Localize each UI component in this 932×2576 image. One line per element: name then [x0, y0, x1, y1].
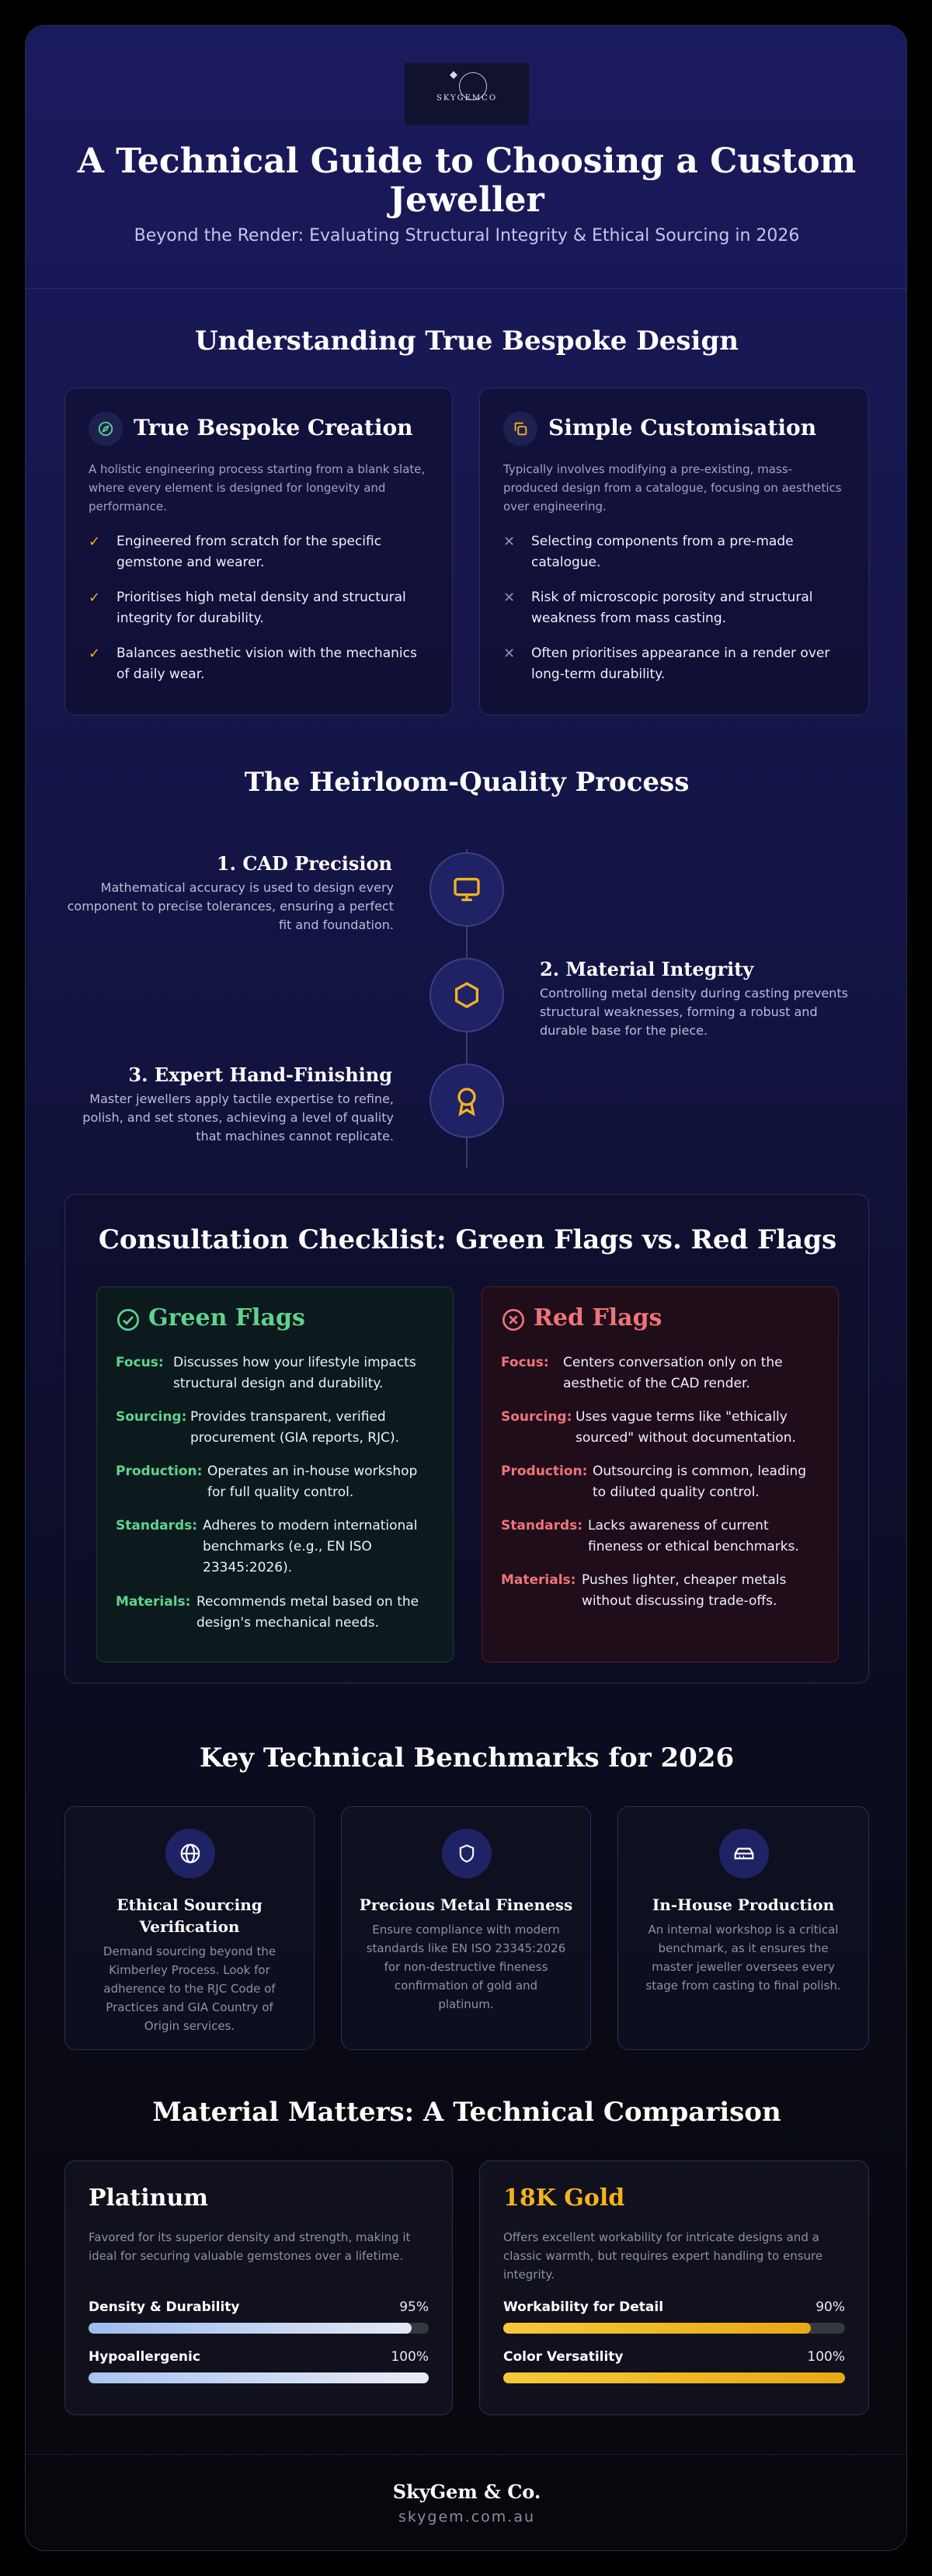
section-title-process: The Heirloom-Quality Process: [244, 767, 690, 798]
divider: [26, 2454, 907, 2455]
material-title: Platinum: [89, 2184, 209, 2212]
panel-title: Red Flags: [534, 1304, 662, 1332]
footer-url[interactable]: skygem.com.au: [398, 2508, 536, 2526]
bar-label: Hypoallergenic: [89, 2349, 200, 2365]
list-item: ✕ Selecting components from a pre-made catalogue.: [503, 531, 845, 573]
flag-row: Production: Operates an in-house workshop for full quality control.: [116, 1464, 418, 1500]
progress-fill: [89, 2372, 429, 2383]
benchmark-card: [617, 1806, 869, 2050]
list-item: ✓ Engineered from scratch for the specific gemstone and wearer.: [89, 531, 429, 573]
benchmark-text: An internal workshop is a critical benchmark, as it ensures the master jeweller oversees every stage from casting to final polish.: [645, 1923, 841, 1993]
x-icon: ✕: [503, 534, 516, 550]
benchmark-title: In-House Production: [652, 1895, 835, 1914]
bar-label: Color Versatility: [503, 2349, 624, 2365]
workshop-icon: [719, 1829, 769, 1878]
bar-value: 95%: [399, 2299, 429, 2315]
progress-track: [89, 2372, 429, 2383]
flag-row: Sourcing: Provides transparent, verified procurement (GIA reports, RJC).: [116, 1409, 400, 1446]
bar-value: 100%: [807, 2349, 845, 2365]
benchmark-title: Precious Metal Fineness: [359, 1895, 573, 1914]
progress-track: [503, 2323, 845, 2334]
section-title-materials: Material Matters: A Technical Comparison: [152, 2097, 781, 2128]
benchmark-title: Ethical Sourcing Verification: [116, 1895, 263, 1936]
progress-fill: [503, 2372, 845, 2383]
brand-logo: [405, 63, 529, 125]
globe-icon: [165, 1829, 215, 1878]
material-description: Offers excellent workability for intricate designs and a classic warmth, but requires expert handling to ensure integrity.: [503, 2230, 823, 2282]
benchmark-text: Ensure compliance with modern standards like EN ISO 23345:2026 for non-destructive fineness confirmation of gold and platinum.: [366, 1923, 566, 2011]
check-icon: ✓: [89, 534, 101, 550]
checklist-panel: [64, 1194, 869, 1683]
flag-row: Production: Outsourcing is common, leading to diluted quality control.: [501, 1464, 807, 1500]
flag-row: Sourcing: Uses vague terms like "ethically sourced" without documentation.: [501, 1409, 796, 1446]
footer-brand: SkyGem & Co.: [392, 2480, 541, 2503]
infographic: [25, 25, 907, 2551]
page-title: A Technical Guide to Choosing a Custom Jeweller: [77, 141, 857, 220]
section-title-checklist: Consultation Checklist: Green Flags vs. Red Flags: [98, 1224, 837, 1255]
flag-row: Focus: Discusses how your lifestyle impacts structural design and durability.: [116, 1355, 416, 1391]
progress-fill: [89, 2323, 412, 2334]
card-title: Simple Customisation: [548, 415, 817, 440]
step-text: Mathematical accuracy is used to design every component to precise tolerances, ensuring a perfect fit and foundation.: [67, 880, 394, 932]
progress-track: [503, 2372, 845, 2383]
x-circle-icon: [501, 1307, 526, 1335]
list-item: ✕ Risk of microscopic porosity and structural weakness from mass casting.: [503, 587, 845, 629]
bar-label: Density & Durability: [89, 2299, 240, 2315]
bar-value: 100%: [391, 2349, 429, 2365]
benchmark-card: [64, 1806, 315, 2050]
logo-text: SKYGEMCO: [436, 94, 498, 103]
bar-label: Workability for Detail: [503, 2299, 664, 2315]
section-title-benchmarks: Key Technical Benchmarks for 2026: [199, 1742, 735, 1774]
list-item: ✓ Prioritises high metal density and structural integrity for durability.: [89, 587, 429, 629]
material-description: Favored for its superior density and strength, making it ideal for securing valuable gemstones over a lifetime.: [89, 2230, 411, 2263]
red-flags-panel: [482, 1286, 839, 1662]
flag-row: Focus: Centers conversation only on the aesthetic of the CAD render.: [501, 1355, 783, 1391]
card-title: True Bespoke Creation: [134, 415, 413, 440]
monitor-icon: [429, 852, 504, 927]
green-flags-panel: [96, 1286, 454, 1662]
award-icon: [429, 1063, 504, 1138]
material-card-platinum: [64, 2160, 453, 2415]
benchmark-text: Demand sourcing beyond the Kimberley Process. Look for adherence to the RJC Code of Practices and GIA Country of Origin services.: [103, 1944, 276, 2033]
check-icon: ✓: [89, 590, 101, 606]
x-icon: ✕: [503, 646, 516, 662]
flag-row: Materials: Recommends metal based on the design's mechanical needs.: [116, 1594, 419, 1631]
section-title-bespoke: Understanding True Bespoke Design: [195, 325, 739, 357]
flag-row: Standards: Lacks awareness of current fineness or ethical benchmarks.: [501, 1518, 799, 1554]
flag-row: Materials: Pushes lighter, cheaper metals without discussing trade-offs.: [501, 1572, 787, 1609]
card-description: A holistic engineering process starting from a blank slate, where every element is designed for longevity and performance.: [89, 462, 426, 513]
material-title: 18K Gold: [503, 2184, 625, 2212]
progress-track: [89, 2323, 429, 2334]
bar-value: 90%: [816, 2299, 845, 2315]
card-true-bespoke: [64, 388, 453, 715]
check-circle-icon: [116, 1307, 141, 1335]
step-title: 1. CAD Precision: [216, 852, 392, 875]
step-text: Controlling metal density during casting prevents structural weaknesses, forming a robust and durable base for the piece.: [540, 986, 848, 1038]
copy-icon: [503, 412, 537, 446]
benchmark-card: [341, 1806, 591, 2050]
x-icon: ✕: [503, 590, 516, 606]
shield-icon: [442, 1829, 492, 1878]
list-item: ✓ Balances aesthetic vision with the mechanics of daily wear.: [89, 643, 429, 685]
list-item: ✕ Often prioritises appearance in a render over long-term durability.: [503, 643, 845, 685]
progress-fill: [503, 2323, 811, 2334]
step-title: 2. Material Integrity: [540, 958, 754, 980]
card-simple-customisation: [479, 388, 869, 715]
flag-row: Standards: Adheres to modern international benchmarks (e.g., EN ISO 23345:2026).: [116, 1518, 418, 1575]
step-text: Master jewellers apply tactile expertise to refine, polish, and set stones, achieving a level of quality that machines cannot replicate.: [82, 1091, 394, 1144]
card-description: Typically involves modifying a pre-existing, mass-produced design from a catalogue, focusing on aesthetics over engineering.: [503, 462, 842, 513]
material-card-gold: [479, 2160, 869, 2415]
hexagon-icon: [429, 958, 504, 1032]
panel-title: Green Flags: [148, 1304, 305, 1332]
page-subtitle: Beyond the Render: Evaluating Structural Integrity & Ethical Sourcing in 2026: [134, 226, 800, 245]
compass-icon: [89, 412, 123, 446]
divider: [26, 288, 907, 289]
step-title: 3. Expert Hand-Finishing: [128, 1063, 392, 1086]
check-icon: ✓: [89, 646, 101, 662]
gem-icon: ◆: [450, 69, 457, 81]
